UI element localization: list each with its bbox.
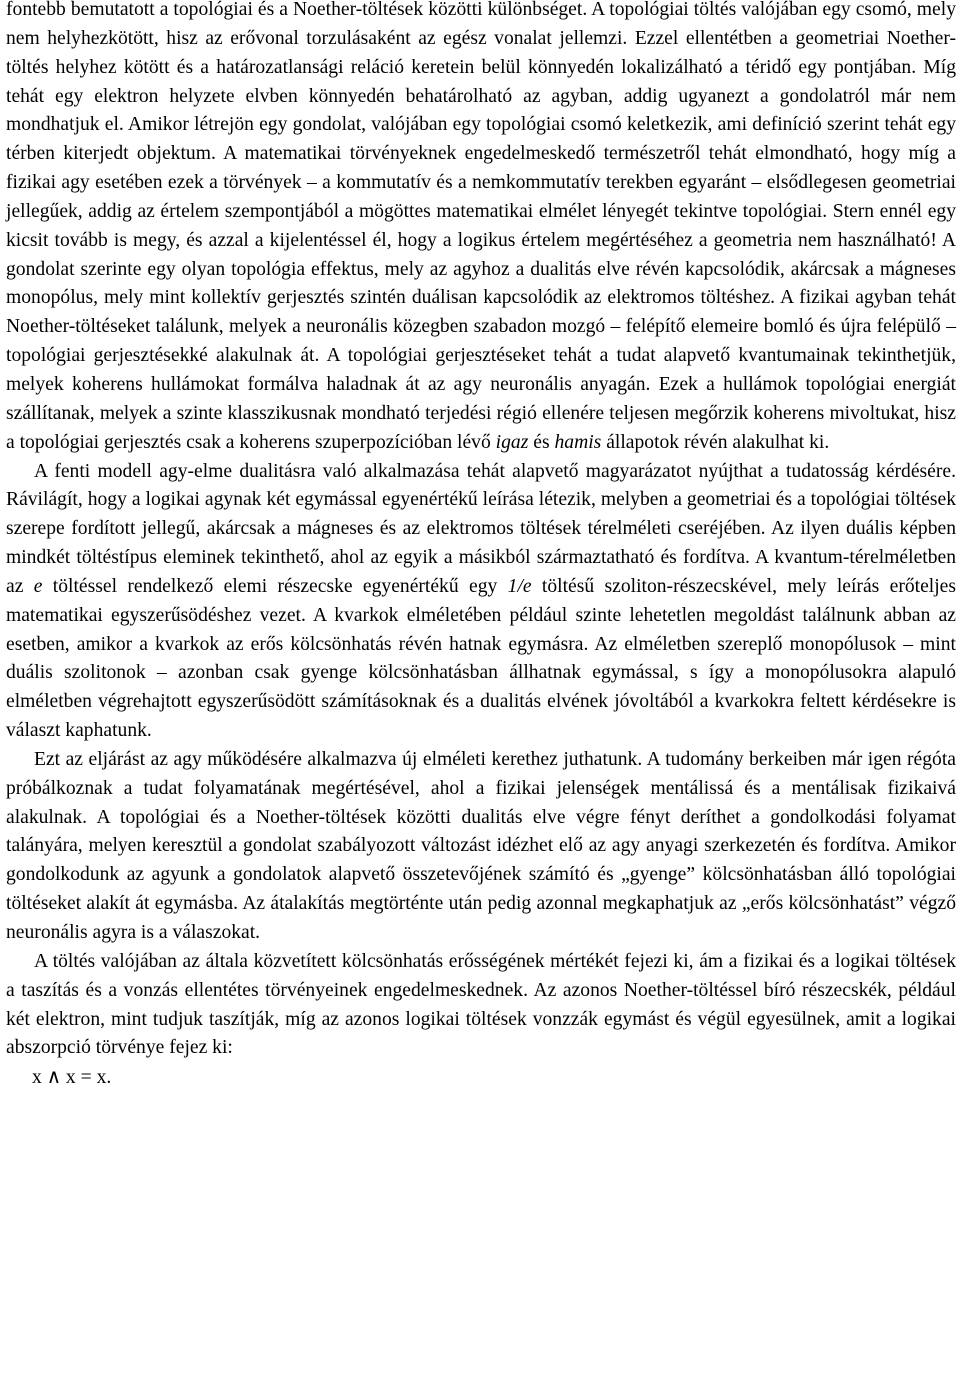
italic-term: e <box>33 575 43 597</box>
document-page <box>6 0 956 1093</box>
italic-term: 1/e <box>507 575 532 597</box>
paragraph-3 <box>6 746 956 948</box>
italic-term: igaz <box>495 431 529 453</box>
text-run: fontebb bemutatott a topológiai és a Noether-töltések közötti különbséget. A topológiai töltés valójában egy csomó, mely nem helyhezkötött, hisz az erővonal torzulásaként az egész vonalat jellemzi. Ezzel ellentétben a geometriai Noether-töltés helyhez kötött és a határozatlansági reláció keretein belül könnyedén lokalizálható a téridő egy pontjában. Míg tehát egy elektron helyzete elvben könnyedén behatárolható az agyban, addig ugyanezt a gondolatról már nem mondhatjuk el. Amikor létrejön egy gondolat, valójában egy topológiai csomó keletkezik, ami definíció szerint tehát egy térben kiterjedt objektum. A matematikai törvényeknek engedelmeskedő természetről tehát elmondható, hogy míg a fizikai agy esetében ezek a törvények – a kommutatív és a nemkommutatív terekben egyaránt – elsődlegesen geometriai jellegűek, addig az értelem szempontjából a mögöttes matematikai elmélet lényegét tekintve topológiai. Stern ennél egy kicsit tovább is megy, és azzal a kijelentéssel él, hogy a logikus értelem megértéséhez a geometria nem használható! A gondolat szerinte egy olyan topológia effektus, mely az agyhoz a dualitás elve révén kapcsolódik, akárcsak a mágneses monopólus, mely mint kollektív gerjesztés szintén duálisan kapcsolódik az elektromos töltéshez. A fizikai agyban tehát Noether-töltéseket találunk, melyek a neuronális közegben szabadon mozgó – felépítő elemeire bomló és újra felépülő – topológiai gerjesztésekké alakulnak át. A topológiai gerjesztéseket tehát a tudat alapvető kvantumainak tekinthetjük, melyek koherens hullámokat formálva haladnak át az agy neuronális anyagán. Ezek a hullámok topológiai energiát szállítanak, melyek a szinte klasszikusnak mondható terjedési régió ellenére teljesen megőrzik koherens mivoltukat, hisz a topológiai gerjesztés csak a koherens szuperpozícióban lévő <box>6 0 956 453</box>
paragraph-1 <box>6 0 956 458</box>
text-run: A fenti modell agy-elme dualitásra való alkalmazása tehát alapvető magyarázatot nyújthat a tudatosság kérdésére. Rávilágít, hogy a logikai agynak két egymással egyenértékű leírása létezik, melyben a geometriai és a topológiai töltések szerepe fordított jellegű, akárcsak a mágneses és az elektromos töltések térelméleti cseréjében. Az ilyen duális képben mindkét töltéstípus eleminek tekinthető, ahol az egyik a másikból származtatható és fordítva. A kvantum-térelméletben az <box>6 460 956 597</box>
absorption-law-formula: x ∧ x = x. <box>32 1067 112 1089</box>
paragraph-2 <box>6 458 956 746</box>
text-run: állapotok révén alakulhat ki. <box>601 431 830 453</box>
text-run: töltéssel rendelkező elemi részecske egyenértékű egy <box>42 575 508 597</box>
text-run: Ezt az eljárást az agy működésére alkalmazva új elméleti kerethez juthatunk. A tudomány berkeiben már igen régóta próbálkoznak a tudat folyamatának megértésével, ahol a fizikai jelenségek mentálissá és a mentálisak fizikaivá alakulnak. A topológiai és a Noether-töltések közötti dualitás elve végre fényt deríthet a gondolkodási folyamat talányára, melyen keresztül a gondolat szabályozott változást idézhet elő az agy anyagi szerkezetén és fordítva. Amikor gondolkodunk az agyunk a gondolatok alapvető összetevőjének számító és „gyenge” kölcsönhatásban álló topológiai töltéseket alakít át egymásba. Az átalakítás megtörténte után pedig azonnal megkaphatjuk az „erős kölcsönhatást” végző neuronális agyra is a válaszokat. <box>6 748 956 943</box>
text-run: töltésű szoliton-részecskével, mely leírás erőteljes matematikai egyszerűsödéshez vezet. A kvarkok elméletében például szinte lehetetlen megoldást találnunk abban az esetben, amikor a kvarkok az erős kölcsönhatás révén hatnak egymásra. Az elméletben szereplő monopólusok – mint duális szolitonok – azonban csak gyenge kölcsönhatásban állhatnak egymással, s így a monopólusokra alapuló elméletben végrehajtott egyszerűsödött számításoknak és a dualitás elvének jóvoltából a kvarkokra feltett kérdésekre is választ kaphatunk. <box>6 575 956 742</box>
text-run: A töltés valójában az általa közvetített kölcsönhatás erősségének mértékét fejezi ki, ám a fizikai és a logikai töltések a taszítás és a vonzás ellentétes törvényeinek engedelmeskednek. Az azonos Noether-töltéssel bíró részecskék, például két elektron, mint tudjuk taszítják, míg az azonos logikai töltések vonzzák egymást és végül egyesülnek, amit a logikai abszorpció törvénye fejez ki: <box>6 950 956 1059</box>
italic-term: hamis <box>554 431 602 453</box>
text-run: és <box>528 431 555 453</box>
paragraph-4 <box>6 948 956 1063</box>
